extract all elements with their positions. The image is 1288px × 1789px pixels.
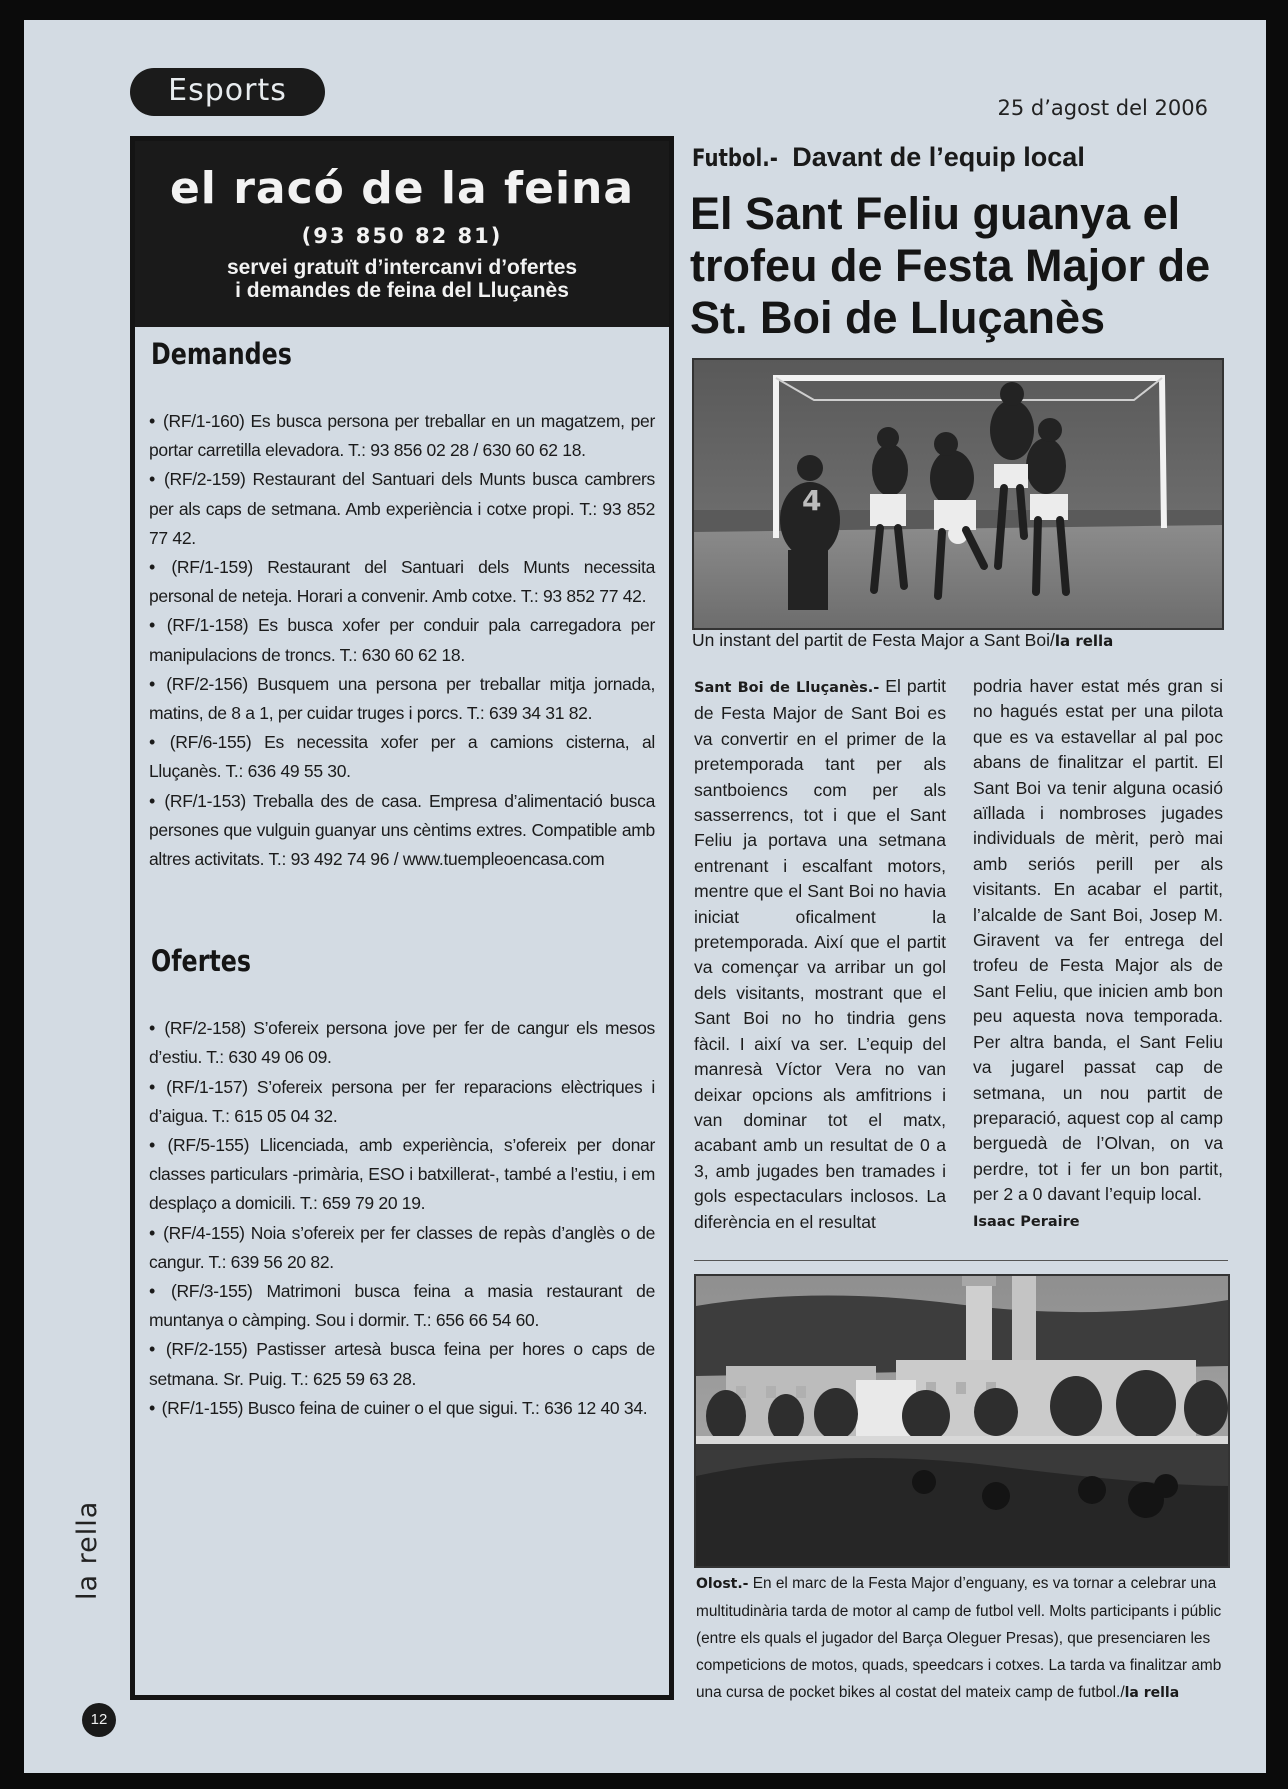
classifieds-header [135,141,669,327]
dateline: Sant Boi de Lluçanès.- [694,680,880,696]
list-item: • (RF/2-158) S’ofereix persona jove per fer de cangur els mesos d’estiu. T.: 630 49 06 09. [149,1018,655,1068]
motor-event-photo-image [696,1276,1228,1566]
author-byline: Isaac Peraire [973,1213,1080,1230]
divider [694,1260,1228,1261]
list-item: • (RF/2-155) Pastisser artesà busca feina per hores o caps de setmana. Sr. Puig. T.: 625 59 63 28. [149,1339,655,1389]
list-item: • (RF/6-155) Es necessita xofer per a camions cisterna, al Lluçanès. T.: 636 49 55 30. [149,732,656,782]
motor-event-photo [694,1274,1230,1568]
motor-event-caption [696,1570,1226,1707]
classifieds-title: el racó de la feina [169,163,635,214]
list-item: • (RF/1-153) Treballa des de casa. Empresa d’alimentació busca persones que vulguin guanyar uns cèntims extres. Compatible amb altres activitats. T.: 93 492 74 96 / www.tuempleoencasa.com [149,790,655,870]
list-item: • (RF/2-156) Busquem una persona per treballar mitja jornada, matins, de 8 a 1, per cuidar truges i porcs. T.: 639 34 31 82. [149,673,656,724]
football-photo [692,358,1224,630]
caption-text: En el marc de la Festa Major d’enguany, es va tornar a celebrar una multitudinària tarda de motor al camp de futbol vell. Molts participants i públic (entre els quals el jugador del Barça Oleguer Presas), que presenciaren les competicions de motos, quads, speedcars i cotxes. La tarda va finalitzar amb una cursa de pocket bikes al costat del mateix camp de futbol./ [696,1575,1222,1701]
article-body-2: podria haver estat més gran si no hagués estat per una pilota que es va estavellar al pal poc abans de finalitzar el partit. El Sant Boi va tenir alguna ocasió aïllada i nombroses jugades individuals de mèrit, però mai amb seriós perill per als visitants. En acabar el partit, l’alcalde de Sant Boi, Josep M. Giravent va fer entrega del trofeu de Festa Major als de Sant Feliu, que inicien amb bon peu aquesta nova temporada. Per altra banda, el Sant Feliu va jugarel passat cap de setmana, un nou partit de preparació, aquest cop al camp berguedà de l’Olvan, on va perdre, tot i fer un bon partit, per 2 a 0 davant l’equip local. [973,676,1223,1205]
caption-place: Olost.- [696,1576,749,1592]
classifieds-box [130,136,674,1700]
list-item: • (RF/4-155) Noia s’ofereix per fer classes de repàs d’anglès o de cangur. T.: 639 56 20 82. [149,1222,655,1272]
list-item: • (RF/1-155) Busco feina de cuiner o el que sigui. T.: 636 12 40 34. [149,1397,648,1418]
photo-caption-text: Un instant del partit de Festa Major a Sant Boi/ [692,630,1055,650]
caption-credit: la rella [1124,1685,1180,1701]
article-kicker [692,142,1085,173]
demandes-list [135,407,669,874]
list-item: • (RF/2-159) Restaurant del Santuari dels Munts busca cambrers per als caps de setmana. Amb experiència i cotxe propi. T.: 93 852 77 42. [149,469,655,548]
article-body-1: El partit de Festa Major de Sant Boi es va convertir en el primer de la pretemporada tant per als santboiencs com per als sasserrencs, tot i que el Sant Feliu ja portava una setmana entrenant i escalfant motors, mentre que el Sant Boi no havia iniciat oficalment la pretemporada. Així que el partit va començar va arribar un gol dels visitants, mostrant que el Sant Boi no ho tindria gens fàcil. I així va ser. L’equip del manresà Víctor Vera no van deixar opcions als amfitrions i van dominar tot el matx, acabant amb un resultat de 0 a 3, amb jugades ben tramades i gols espectaculars inclosos. La diferència en el resultat [694,676,946,1232]
kicker-sport: Futbol.- [692,144,778,172]
page-number: 12 [82,1703,116,1737]
classifieds-subtitle [135,256,669,302]
list-item: • (RF/3-155) Matrimoni busca feina a masia restaurant de muntanya o càmping. Sou i dormir. T.: 656 66 54 60. [149,1281,656,1331]
list-item: • (RF/1-160) Es busca persona per treballar en un magatzem, per portar carretilla elevadora. T.: 93 856 02 28 / 630 60 62 18. [149,411,655,461]
publication-name: la rella [72,1500,103,1600]
classifieds-subtitle-line: i demandes de feina del Lluçanès [235,279,569,302]
article-headline: El Sant Feliu guanya el trofeu de Festa Major de St. Boi de Lluçanès [690,188,1211,343]
football-photo-image [694,360,1222,628]
list-item: • (RF/1-159) Restaurant del Santuari dels Munts necessita personal de neteja. Horari a convenir. Amb cotxe. T.: 93 852 77 42. [149,557,655,607]
article-column-2 [973,674,1223,1235]
list-item: • (RF/1-157) S’ofereix persona per fer reparacions elèctriques i d’aigua. T.: 615 05 04 32. [149,1076,655,1126]
photo-credit: la rella [1054,632,1114,650]
ofertes-heading: Ofertes [151,944,252,979]
article-column-1 [694,674,946,1235]
demandes-heading: Demandes [151,337,292,371]
issue-date: 25 d’agost del 2006 [997,96,1208,120]
ofertes-list [135,1014,669,1423]
classifieds-phone: (93 850 82 81) [301,224,503,248]
kicker-text: Davant de l’equip local [792,142,1085,172]
classifieds-subtitle-line: servei gratuït d’intercanvi d’ofertes [226,256,578,279]
photo-caption [692,630,1113,651]
section-label: Esports [130,68,325,116]
list-item: • (RF/1-158) Es busca xofer per conduir pala carregadora per manipulacions de troncs. T.: 630 60 62 18. [149,615,656,665]
list-item: • (RF/5-155) Llicenciada, amb experiència, s’ofereix per donar classes particulars -primària, ESO i batxillerat-, també a l’estiu, i em desplaço a domicili. T.: 659 79 20 19. [149,1135,656,1214]
svg-text:4: 4 [802,484,822,517]
